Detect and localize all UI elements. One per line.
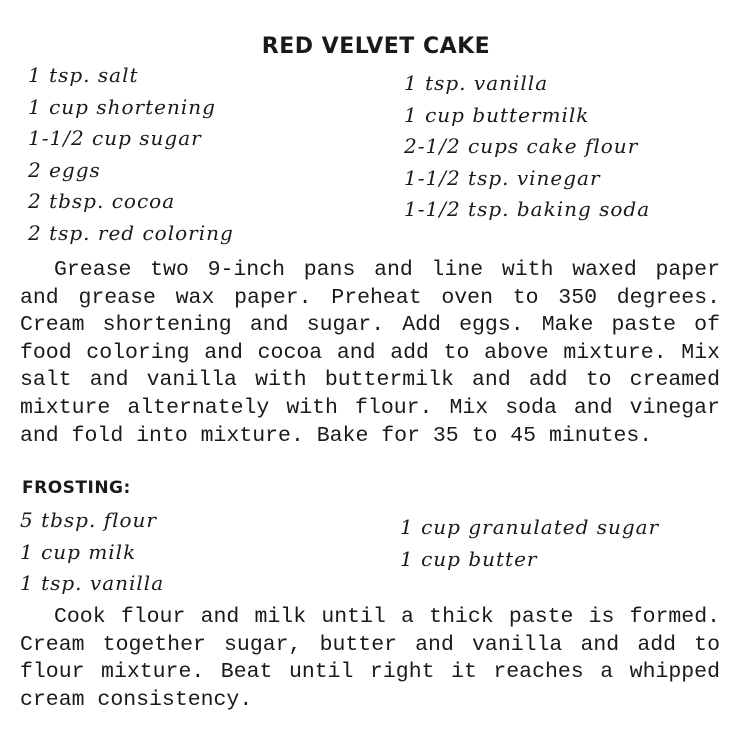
ingredient-item: 1-1/2 tsp. baking soda [404, 197, 651, 221]
cake-ingredients-right [404, 68, 650, 226]
ingredient-item: 1 cup granulated sugar [400, 515, 660, 539]
ingredient-item: 2 tbsp. cocoa [28, 189, 176, 213]
cake-directions: Grease two 9-inch pans and line with waxed paper and grease wax paper. Preheat oven to 350 degrees. Cream shortening and sugar. Add eggs. Make paste of food coloring and cocoa and add to above mixture. Mix salt and vanilla with buttermilk and add to creamed mixture alternately with flour. Mix soda and vinegar and fold into mixture. Bake for 35 to 45 minutes. [20, 258, 720, 448]
frosting-ingredients-right [400, 512, 659, 575]
ingredient-item: 2 eggs [28, 157, 101, 182]
recipe-title: RED VELVET CAKE [261, 34, 491, 59]
ingredient-item: 1-1/2 tsp. vinegar [404, 165, 601, 190]
frosting-ingredients-left [20, 505, 164, 600]
ingredient-item: 1 cup milk [20, 539, 137, 564]
ingredient-item: 1-1/2 cup sugar [28, 126, 202, 150]
ingredient-item: 1 cup shortening [28, 94, 216, 119]
ingredient-item: 1 cup buttermilk [404, 102, 590, 127]
frosting-heading: FROSTING: [22, 478, 131, 498]
ingredient-item: 1 tsp. vanilla [20, 571, 165, 595]
ingredient-item: 1 tsp. vanilla [404, 71, 549, 95]
ingredient-item: 2-1/2 cups cake flour [404, 134, 639, 158]
ingredient-item: 1 cup butter [400, 546, 538, 571]
ingredient-item: 1 tsp. salt [28, 63, 139, 87]
ingredient-item: 5 tbsp. flour [20, 508, 157, 532]
ingredient-item: 2 tsp. red coloring [28, 220, 234, 245]
cake-ingredients-left [28, 60, 234, 249]
frosting-directions: Cook flour and milk until a thick paste is formed. Cream together sugar, butter and vanilla and add to flour mixture. Beat until right it reaches a whipped cream consistency. [20, 605, 720, 712]
